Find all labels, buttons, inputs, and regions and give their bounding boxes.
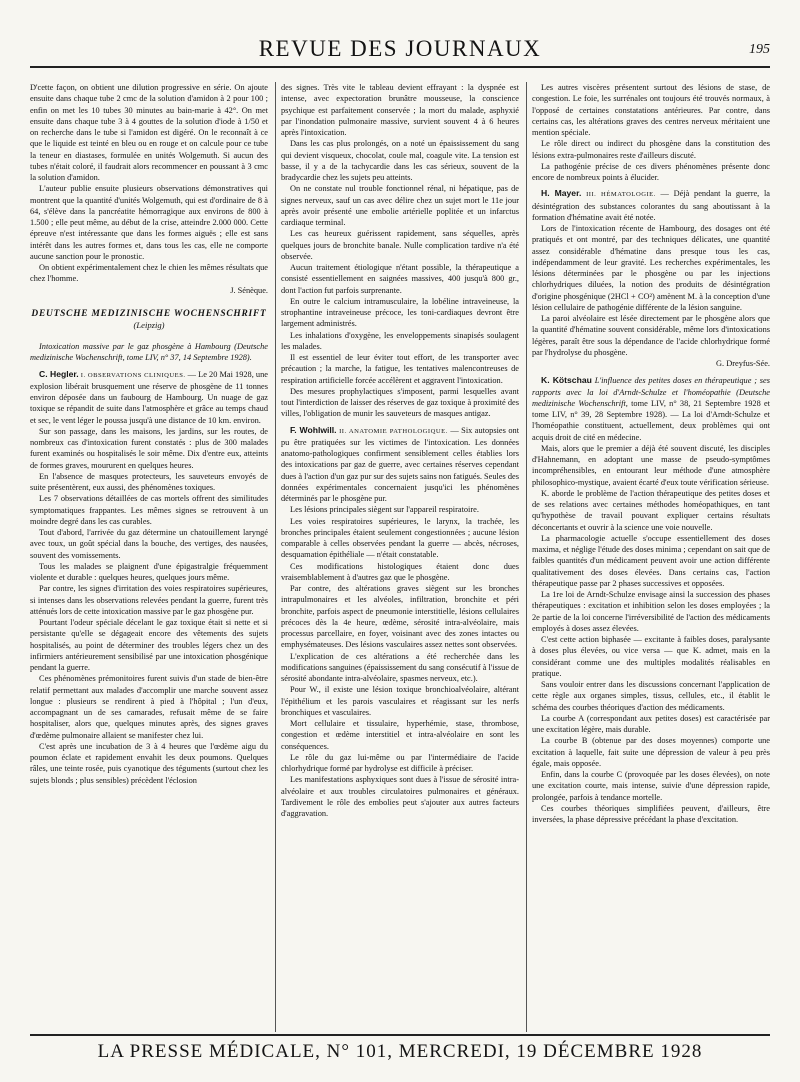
article-title: L'influence des petites doses en thérapeutique ; ses rapports avec la loi d'Arndt-Schulze et l'homéopathie (Deutsche medizinische Wochenschrift, [532,376,770,408]
paragraph: Il est essentiel de leur éviter tout effort, de les transporter avec précaution ; la marche, la fatigue, les tentatives malencontreuses de respiration artificielle forcée accélèrent et aggravent l'intoxication. [281,353,519,385]
article-section: II. ANATOMIE PATHOLOGIQUE. [339,427,448,435]
paragraph: Le rôle direct ou indirect du phosgène dans la constitution des lésions extra-pulmonaires reste d'ailleurs discuté. [532,139,770,160]
paragraph: Les autres viscères présentent surtout des lésions de stase, de congestion. Le foie, les surrénales ont toujours été trouvés normaux, à l'opposé de certaines constatations antérieures. Par contre, dans certains cas, les altérations graves des centres nerveux méritaient une mention spéciale. [532,83,770,137]
paragraph: Ces phénomènes prémonitoires furent suivis d'un stade de bien-être relatif permettant aux malades d'accomplir une marche souvent assez longue : plusieurs se rendirent à pied à l'hôpital ; l'un d'eux, accompagnant un de ses camarades, refusait même de se faire hospitaliser, alors que, quelques minutes après, des signes graves d'œdème pulmonaire allaient se manifester chez lui. [30,674,268,740]
author-signature: G. Dreyfus-Sée. [716,359,770,368]
paragraph: des signes. Très vite le tableau devient effrayant : la dyspnée est intense, avec expectoration brunâtre mousseuse, la conscience psychique est parfaitement conservée ; la mort du malade, asphyxié par l'inondation pulmonaire massive, survient souvent 4 à 6 heures après l'intoxication. [281,83,519,137]
paragraph: La courbe A (correspondant aux petites doses) est caractérisée par une excitation légère, mais durable. [532,713,770,734]
article-section: I. OBSERVATIONS CLINIQUES. [80,371,186,379]
paragraph: Par contre, des altérations graves siègent sur les bronches intrapulmonaires et les alvéoles, infiltration, bronchite et péri bronchite, parfois aspect de pneumonie interstitielle, lésions cellulaires précoces dès la 4e heure, œdème, sérosité intra-alvéolaire, mais processus parcellaire, en foyer, voisinant avec des zones intactes ou emphysémateuses. Des lésions vasculaires assez nettes sont observées. [281,584,519,650]
paragraph: Les 7 observations détaillées de cas mortels offrent des similitudes symptomatiques frappantes. Les mêmes signes se retrouvent à un moindre degré dans les cas curables. [30,494,268,526]
paragraph: Les cas heureux guérissent rapidement, sans séquelles, après quelques jours de bronchite banale. Nulle complication tardive n'a été observée. [281,229,519,261]
article-author: C. Hegler. [39,368,79,379]
paragraph: On ne constate nul trouble fonctionnel rénal, ni hépatique, pas de signes nerveux, sauf un cas avec délire chez un sujet mort le 11e jour après avoir présenté une embolie artérielle poplitée et un infarctus cardiaque terminal. [281,184,519,227]
page-number: 195 [749,42,770,57]
paragraph: Tous les malades se plaignent d'une épigastralgie fréquemment violente et durable : quelques heures, quelques jours même. [30,561,268,582]
paragraph: La pathogénie précise de ces divers phénomènes présente donc encore de nombreux points à élucider. [532,161,770,182]
page-header [30,34,770,68]
column-divider [526,82,527,1032]
paragraph: Sans vouloir entrer dans les discussions concernant l'application de cette règle aux organes simples, tissus, cellules, etc., il établit le schéma des courbes théoriques d'action des médicaments. [532,680,770,712]
paragraph: Les voies respiratoires supérieures, le larynx, la trachée, les bronches principales étaient seulement congestionnées ; aucune lésion comparable à celles observées pendant la guerre — abcès, nécroses, desquamation épithéliale — n'était constatable. [281,516,519,560]
footer-publication-line: LA PRESSE MÉDICALE, N° 101, MERCREDI, 19 DÉCEMBRE 1928 [97,1041,703,1062]
article-section: III. HÉMATOLOGIE. [586,191,656,199]
paragraph: Pourtant l'odeur spéciale décelant le gaz toxique était si nette et si persistante qu'elle se dégageait encore des vêtements des sujets hospitalisés, au point de déterminer des troubles légers chez un des infirmiers antérieurement sensibilisé par une intoxication phosgénique pendant la guerre. [30,618,268,672]
journal-heading: DEUTSCHE MEDIZINISCHE WOCHENSCHRIFT [31,308,267,319]
running-title: REVUE DES JOURNAUX [258,36,542,61]
paragraph: D'cette façon, on obtient une dilution progressive en série. On ajoute ensuite dans chaque tube 2 cmc de la solution d'amidon à 2 pour 100 ; enfin on met les 10 tubes 30 minutes au bain-marie à 42°. On met ensuite dans chaque tube 3 à 4 gouttes de la solution d'iode à 1/50 et on recherche dans le tube si l'amidon est digéré. On le reconnaît à ce que le liquide est teinté en bleu ou en rouge et on calcule pour ce tube la teneur en diastases, formulée en unités Wolgemuth. Si aucun des tubes n'était coloré, il faudrait alors recommencer en poussant à 3 cmc la solution d'amidon. [30,83,268,182]
column-divider [275,82,276,1032]
paragraph: Aucun traitement étiologique n'étant possible, la thérapeutique a consisté essentiellement en saignées massives, 400 jusqu'à 800 gr., dont l'action fut parfois surprenante. [281,263,519,295]
paragraph: Tout d'abord, l'arrivée du gaz détermine un chatouillement laryngé avec toux, un goût spécial dans la bouche, des vertiges, des nausées, souvent des vomissements. [30,528,268,560]
paragraph: Mort cellulaire et tissulaire, hyperhémie, stase, thrombose, congestion et œdème interstitiel et intra-alvéolaire en sont les conséquences. [281,719,519,751]
paragraph: En outre le calcium intramusculaire, la lobéline intraveineuse, la strophantine intraveineuse précoce, les toni-cardiaques devront être largement administrés. [281,296,519,329]
column-1 [30,82,268,1032]
paragraph: Les inhalations d'oxygène, les enveloppements sinapisés soulagent les malades. [281,330,519,351]
journal-city: (Leipzig) [133,319,165,330]
paragraph: Mais, alors que le premier a déjà été souvent discuté, les disciples d'Hahnemann, en adoptant une masse de pseudo-symptômes incompréhensibles, en entourant leur méthode d'une atmosphère philosophico-mystique, avaient écarté d'eux toute vérification sérieuse. [532,443,770,487]
article-lead-text: — Six autopsies ont pu être pratiquées sur les victimes de l'intoxication. Les données anatomo-pathologiques confirment sensiblement celles établies lors des intoxications par gaz de guerre, avec certaines réserves cependant dues à l'action d'un gaz pur sur des sujets sains non fatigués. Seules des données expérimentales concernaient jusqu'ici les phénomènes déterminés par le phosgène pur. [281,425,519,503]
paragraph: Pour W., il existe une lésion toxique bronchioalvéolaire, altérant l'épithélium et les parois vasculaires et réagissant sur les nerfs bronchiques et vasculaires. [281,685,519,717]
article-citation: Intoxication massive par le gaz phosgène à Hambourg (Deutsche medizinische Wochenschrift, tome LIV, n° 37, 14 Septembre 1928). [30,342,268,363]
paragraph: K. aborde le problème de l'action thérapeutique des petites doses et de ses relations avec certaines méthodes homéopathiques, en tant qu'hypothèse de travail pouvant expliquer certains résultats déconcertants et ouvrir à la science une voie nouvelle. [532,488,770,532]
paragraph: Dans les cas plus prolongés, on a noté un épaississement du sang qui devient visqueux, chocolat, coule mal, coagule vite. La tension est basse, il y a de la tachycardie dans les cas sérieux, souvent de la bradycardie chez les sujets peu atteints. [281,139,519,182]
column-3 [532,82,770,1032]
paragraph: C'est après une incubation de 3 à 4 heures que l'œdème aigu du poumon éclate et rapidement envahit les deux poumons. Quelques râles, une teinte rosée, puis cyanotique des téguments (surtout chez les sujets blonds ; plus sensibles) précèdent l'éclosion [30,741,268,785]
paragraph: En l'absence de masques protecteurs, les sauveteurs envoyés de suite présentèrent, eux aussi, des phénomènes toxiques. [30,471,268,492]
paragraph: Par contre, les signes d'irritation des voies respiratoires supérieures, si intenses dans les observations relevées pendant la guerre, furent très atténués lors de cette intoxication massive par le gaz phosgène pur. [30,584,268,616]
text-columns [30,82,770,1032]
article-lead [30,369,268,426]
paragraph: Lors de l'intoxication récente de Hambourg, des dosages ont été pratiqués et ont montré, par des techniques délicates, une quantité assez considérable d'hématine dans presque tous les cas, indépendamment de leur gravité. Les recherches expérimentales, les lésions déterminées par le phosgène ou par les injections chlorhydriques diluées, la notion des produits de désintégration d'origine phosgénique (2HCl + CO²) amènent M. à la conception d'une lésion cellulaire de pathogénie différente de la lésion sanguine. [532,224,770,312]
paragraph: On obtient expérimentalement chez le chien les mêmes résultats que chez l'homme. [30,263,268,284]
paragraph: La pharmacologie actuelle s'occupe essentiellement des doses maxima, et néglige l'étude des doses minima ; cependant on sait que de faibles quantités d'un médicament peuvent avoir une action différente qualitativement des doses élevées. Dans certains cas, l'action thérapeutique passe par 2 phases successives et opposées. [532,533,770,588]
author-signature: J. Sénèque. [230,285,268,295]
paragraph: Enfin, dans la courbe C (provoquée par les doses élevées), on note une excitation courte, mais intense, suivie d'une dépression rapide, prolongée, parfois à tendance mortelle. [532,770,770,802]
article-author: F. Wohlwill. [290,424,337,435]
article-lead [532,188,770,223]
paragraph: L'auteur publie ensuite plusieurs observations démonstratives qui montrent que la quantité d'unités Wolgemuth, qui est d'ordinaire de 8 à 64, s'élève dans la pancréatite hémorragique aux environs de 800 à 1.500 ; elle peut même, au début de la crise, atteindre 2.000 000. Cette épreuve n'est intéressante que dans les formes aiguës ; elle est sans intérêt dans les autres formes et, dans tous les cas, elle ne comporte aucune sanction pour le pronostic. [30,184,268,261]
article-lead [532,375,770,443]
paragraph: La paroi alvéolaire est lésée directement par le phosgène alors que la quantité d'hématine souvent considérable, même lors d'intoxications légères, paraît être sous la dépendance de l'acide chlorhydrique formé par l'hydrolyse du phosgène. [532,314,770,357]
paragraph: Les manifestations asphyxiques sont dues à l'issue de sérosité intra-alvéolaire et aux troubles circulatoires pulmonaires et généraux. Tardivement le rôle des embolies peut s'ajouter aux autres facteurs d'aggravation. [281,775,519,818]
article-reference: tome LIV, n° 38, 21 Septembre 1928 et tome LIV, n° 39, 28 Septembre 1928). — La loi d'Arndt-Schulze et l'homéopathie constituent, actuellement, deux problèmes qui ont acquis droit de cité en médecine. [532,398,770,442]
paragraph: Ces modifications histologiques étaient donc dues vraisemblablement à d'autres gaz que le phosgène. [281,561,519,582]
article-author: K. Kötschau [541,375,592,386]
paragraph: Ces courbes théoriques simplifiées peuvent, d'ailleurs, être inversées, la phase dépressive précédant la phase d'excitation. [532,803,770,824]
paragraph: C'est cette action biphasée — excitante à faibles doses, paralysante à doses plus élevées, ou vice versa — que K. admet, mais en la considérant comme une des multiples modalités réalisables en pratique. [532,635,770,678]
article-lead-text: — Le 20 Mai 1928, une explosion libérait brusquement une réserve de phosgène de 11 tonnes environ déposée dans un faubourg de Hambourg. Un nuage de gaz toxique se répandit de suite dans l'atmosphère et grâce au temps chaud et sec, le vent léger le poussa jusqu'à une distance de 10 km. environ. [30,369,268,425]
page-footer [30,1034,770,1064]
paragraph: Sur son passage, dans les maisons, les jardins, sur les routes, de nombreux cas d'intoxication furent constatés : plus de 300 malades furent examinés ou hospitalisés le soir même. Dix d'entre eux, atteints de formes graves, moururent en quelques heures. [30,426,268,470]
paragraph: La 1re loi de Arndt-Schulze envisage ainsi la succession des phases thérapeutiques : excitation et inhibition selon les doses employées ; la 2e partie de la loi concerne l'irréversibilité de l'action des médicaments employés à doses assez élevées. [532,590,770,633]
paragraph: Des mesures prophylactiques s'imposent, parmi lesquelles avant tout l'interdiction de laisser des réserves de gaz toxique à proximité des villes, l'obligation de munir les sauveteurs de masques antigaz. [281,386,519,419]
paragraph: La courbe B (obtenue par des doses moyennes) comporte une excitation à laquelle, fait suite une dépression de valeur à peu près égale, mais opposée. [532,736,770,768]
paragraph: Le rôle du gaz lui-même ou par l'intermédiaire de l'acide chlorhydrique formé par hydrolyse est difficile à préciser. [281,752,519,773]
paragraph: Les lésions principales siègent sur l'appareil respiratoire. [290,505,479,515]
article-lead [281,425,519,505]
article-lead-text: — Déjà pendant la guerre, la désintégration des substances colorantes du sang aboutissant à la formation d'hématine avait été notée. [532,189,770,222]
paragraph: L'explication de ces altérations a été recherchée dans les modifications sanguines (épaississement du sang consécutif à l'issue de sérosité abondante intra-alvéolaire, spasmes nerveux, etc.). [281,651,519,683]
article-author: H. Mayer. [541,188,582,199]
column-2 [281,82,519,1032]
